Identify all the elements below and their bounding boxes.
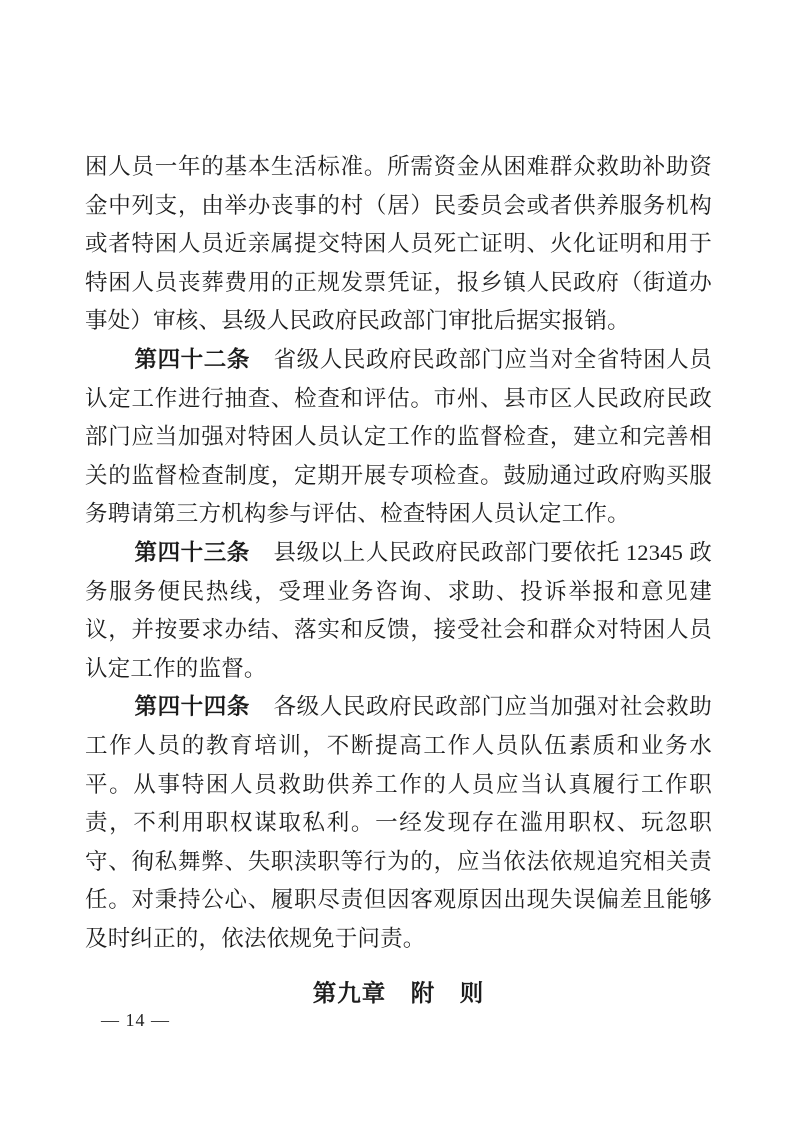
paragraph-continuation: [85, 148, 712, 341]
paragraph-text: 省级人民政府民政部门应当对全省特困人员认定工作进行抽查、检查和评估。市州、县市区人民政府民政部门应当加强对特困人员认定工作的监督检查，建立和完善相关的监督检查制度，定期开展专项检查。鼓励通过政府购买服务聘请第三方机构参与评估、检查特困人员认定工作。: [85, 346, 712, 527]
paragraph-article-42: [85, 341, 712, 534]
paragraph-text: 困人员一年的基本生活标准。所需资金从困难群众救助补助资金中列支，由举办丧事的村（居）民委员会或者供养服务机构或者特困人员近亲属提交特困人员死亡证明、火化证明和用于特困人员丧葬费用的正规发票凭证，报乡镇人民政府（街道办事处）审核、县级人民政府民政部门审批后据实报销。: [85, 154, 712, 334]
paragraph-article-43: [85, 534, 712, 688]
paragraph-text: 各级人民政府民政部门应当加强对社会救助工作人员的教育培训，不断提高工作人员队伍素质和业务水平。从事特困人员救助供养工作的人员应当认真履行工作职责，不利用职权谋取私利。一经发现存在滥用职权、玩忽职守、徇私舞弊、失职渎职等行为的，应当依法依规追究相关责任。对秉持公心、履职尽责但因客观原因出现失误偏差且能够及时纠正的，依法依规免于问责。: [85, 694, 712, 951]
article-number: 第四十三条: [134, 539, 250, 565]
chapter-heading: 第九章 附 则: [312, 981, 485, 1008]
article-number: 第四十二条: [134, 346, 250, 372]
paragraph-text: 县级以上人民政府民政部门要依托 12345 政务服务便民热线，受理业务咨询、求助、投诉举报和意见建议，并按要求办结、落实和反馈，接受社会和群众对特困人员认定工作的监督。: [85, 539, 712, 681]
document-body: [85, 148, 712, 1014]
article-number: 第四十四条: [134, 694, 250, 720]
paragraph-article-44: [85, 688, 712, 958]
page-number: — 14 —: [101, 1010, 170, 1030]
